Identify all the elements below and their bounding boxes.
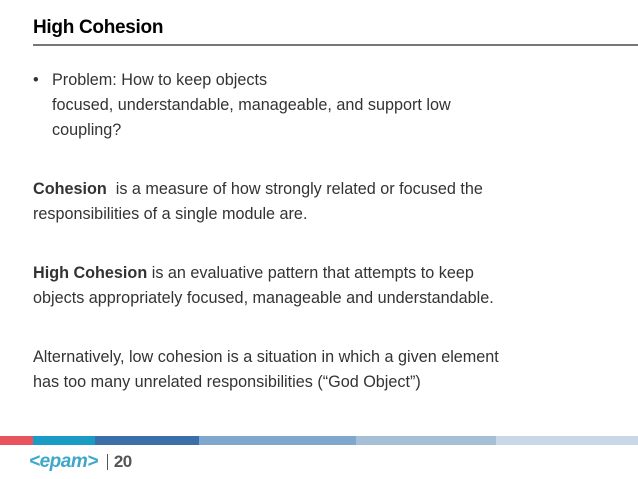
title-underline [33, 44, 638, 46]
cohesion-line-1-rest: is a measure of how strongly related or focused the [106, 180, 483, 198]
bullet-line-2: focused, understandable, manageable, and support low [52, 96, 451, 114]
bar-segment-steel [199, 436, 356, 445]
footer-divider [107, 454, 108, 470]
slide-title: High Cohesion [33, 17, 164, 38]
bullet-item [33, 68, 623, 143]
bullet-line-3: coupling? [52, 121, 122, 139]
low-cohesion-note [33, 345, 623, 395]
bar-segment-pale [496, 436, 638, 445]
slide-content [33, 68, 623, 395]
cohesion-term: Cohesion [33, 180, 107, 198]
low-cohesion-line-2: has too many unrelated responsibilities (“God Object”) [33, 373, 421, 391]
bar-segment-blue [95, 436, 199, 445]
cohesion-line-2: responsibilities of a single module are. [33, 205, 308, 223]
bullet-line-1: Problem: How to keep objects [52, 71, 268, 89]
bar-segment-cyan [33, 436, 95, 445]
high-cohesion-line-2: objects appropriately focused, manageable and understandable. [33, 289, 494, 307]
cohesion-definition [33, 177, 623, 227]
page-number: 20 [113, 452, 132, 471]
bullet-text [52, 68, 623, 143]
bullet-dot-icon: • [33, 71, 39, 89]
bar-segment-light-steel [356, 436, 496, 445]
epam-logo: <epam> [29, 451, 98, 472]
high-cohesion-definition [33, 261, 623, 311]
low-cohesion-line-1: Alternatively, low cohesion is a situation in which a given element [33, 348, 499, 366]
footer-color-bar [0, 436, 638, 445]
footer [29, 452, 132, 472]
high-cohesion-term: High Cohesion [33, 264, 148, 282]
bar-segment-red [0, 436, 33, 445]
high-cohesion-line-1-rest: is an evaluative pattern that attempts to keep [147, 264, 474, 282]
